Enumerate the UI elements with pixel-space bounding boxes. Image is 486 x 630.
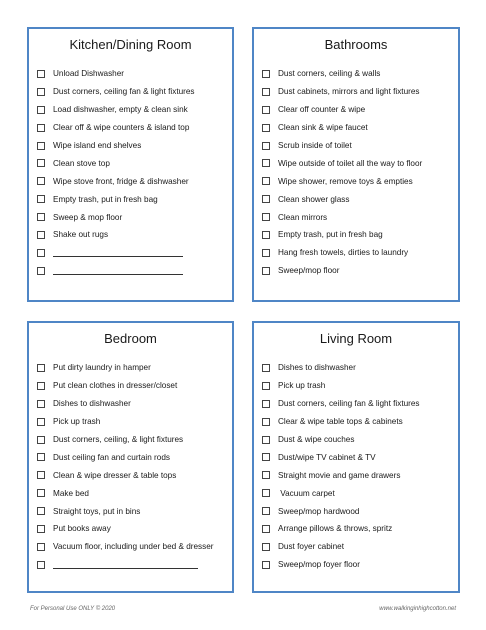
checkbox[interactable] bbox=[262, 400, 270, 408]
checklist-item bbox=[37, 413, 228, 431]
checkbox[interactable] bbox=[262, 436, 270, 444]
checkbox[interactable] bbox=[262, 88, 270, 96]
checklist-item bbox=[262, 484, 454, 502]
item-label: Scrub inside of toilet bbox=[278, 141, 352, 150]
checklist-item bbox=[37, 377, 228, 395]
checklist-item bbox=[262, 359, 454, 377]
item-label: Empty trash, put in fresh bag bbox=[278, 230, 383, 240]
checkbox[interactable] bbox=[262, 453, 270, 461]
item-label: Arrange pillows & throws, spritz bbox=[278, 524, 393, 534]
checkbox[interactable] bbox=[37, 436, 45, 444]
checkbox[interactable] bbox=[37, 364, 45, 372]
item-label: Wipe outside of toilet all the way to floor bbox=[278, 158, 423, 168]
checklist-item bbox=[262, 377, 454, 395]
checkbox[interactable] bbox=[37, 70, 45, 78]
checklist-item bbox=[37, 190, 228, 208]
checklist-item bbox=[37, 172, 228, 190]
item-label: Pick up trash bbox=[53, 417, 101, 427]
checkbox[interactable] bbox=[262, 267, 270, 275]
checklist-item bbox=[37, 244, 228, 262]
item-label: Empty trash, put in fresh bag bbox=[53, 194, 158, 204]
checkbox[interactable] bbox=[37, 525, 45, 533]
checklist-item bbox=[262, 448, 454, 466]
checkbox[interactable] bbox=[262, 561, 270, 569]
checklist-item bbox=[262, 101, 454, 119]
kitchen-dining-card bbox=[27, 27, 234, 302]
blank-line[interactable] bbox=[53, 249, 183, 257]
card-title: Living Room bbox=[319, 331, 393, 346]
checkbox[interactable] bbox=[262, 231, 270, 239]
item-label: Wipe stove front, fridge & dishwasher bbox=[53, 176, 189, 186]
checkbox[interactable] bbox=[262, 364, 270, 372]
checkbox[interactable] bbox=[37, 106, 45, 114]
item-label: Clean stove top bbox=[53, 158, 110, 168]
item-label: Hang fresh towels, dirties to laundry bbox=[278, 248, 409, 258]
checklist-item bbox=[37, 83, 228, 101]
checklist-item bbox=[37, 137, 228, 155]
checklist-item bbox=[37, 101, 228, 119]
checkbox[interactable] bbox=[37, 400, 45, 408]
item-label: Clear & wipe table tops & cabinets bbox=[278, 417, 403, 427]
checklist-item bbox=[37, 262, 228, 280]
checklist-item bbox=[37, 431, 228, 449]
card-title: Bedroom bbox=[104, 331, 157, 346]
checkbox[interactable] bbox=[37, 267, 45, 275]
checkbox[interactable] bbox=[37, 231, 45, 239]
checkbox[interactable] bbox=[262, 124, 270, 132]
checklist-item bbox=[262, 466, 454, 484]
item-label: Dishes to dishwasher bbox=[278, 363, 356, 373]
item-label: Dust corners, ceiling & walls bbox=[278, 69, 381, 79]
checklist-item bbox=[262, 262, 454, 280]
item-label: Clear off & wipe counters & island top bbox=[53, 123, 190, 133]
checklist-item bbox=[262, 502, 454, 520]
item-label: Shake out rugs bbox=[53, 230, 109, 240]
item-label: Dust & wipe couches bbox=[278, 435, 355, 444]
checkbox[interactable] bbox=[37, 471, 45, 479]
checklist-item bbox=[37, 208, 228, 226]
checkbox[interactable] bbox=[262, 418, 270, 426]
checklist-item bbox=[262, 520, 454, 538]
checklist-item bbox=[262, 154, 454, 172]
item-label: Clean sink & wipe faucet bbox=[278, 123, 368, 133]
checklist-item bbox=[262, 172, 454, 190]
item-label: Clean mirrors bbox=[278, 212, 328, 222]
checklist-item bbox=[262, 226, 454, 244]
checklist bbox=[37, 359, 228, 574]
footer-copyright: For Personal Use ONLY © 2020 bbox=[30, 606, 116, 612]
checkbox[interactable] bbox=[262, 177, 270, 185]
checklist-item bbox=[262, 137, 454, 155]
checkbox[interactable] bbox=[262, 70, 270, 78]
checklist-item bbox=[262, 244, 454, 262]
checklist bbox=[262, 65, 454, 280]
item-label: Put clean clothes in dresser/closet bbox=[53, 381, 178, 391]
checkbox[interactable] bbox=[37, 88, 45, 96]
checkbox[interactable] bbox=[37, 195, 45, 203]
item-label: Dust foyer cabinet bbox=[278, 542, 344, 552]
checkbox[interactable] bbox=[262, 249, 270, 257]
checkbox[interactable] bbox=[37, 177, 45, 185]
checkbox[interactable] bbox=[262, 106, 270, 114]
checklist-item bbox=[262, 65, 454, 83]
footer-website: www.walkinginhighcotton.net bbox=[379, 606, 456, 612]
checklist-item bbox=[37, 448, 228, 466]
checkbox[interactable] bbox=[37, 489, 45, 497]
checklist-item bbox=[262, 208, 454, 226]
checklist-item bbox=[262, 413, 454, 431]
item-label: Wipe island end shelves bbox=[53, 141, 142, 150]
checkbox[interactable] bbox=[262, 471, 270, 479]
checklist-item bbox=[262, 83, 454, 101]
item-label: Dust ceiling fan and curtain rods bbox=[53, 452, 170, 462]
checkbox[interactable] bbox=[37, 418, 45, 426]
item-label: Pick up trash bbox=[278, 381, 326, 391]
item-label: Clean shower glass bbox=[278, 194, 350, 204]
item-label: Sweep/mop foyer floor bbox=[278, 560, 360, 570]
checklist bbox=[262, 359, 454, 574]
item-label: Vacuum floor, including under bed & dresser bbox=[53, 542, 214, 552]
checkbox[interactable] bbox=[37, 142, 45, 150]
checklist-item bbox=[262, 538, 454, 556]
item-label: Load dishwasher, empty & clean sink bbox=[53, 105, 188, 115]
checklist-item bbox=[37, 65, 228, 83]
item-label: Dust corners, ceiling fan & light fixtures bbox=[53, 87, 195, 97]
checklist-item bbox=[262, 431, 454, 449]
item-label: Put dirty laundry in hamper bbox=[53, 363, 151, 373]
item-label: Dust cabinets, mirrors and light fixtures bbox=[278, 87, 420, 97]
checklist-item bbox=[262, 190, 454, 208]
checklist-item bbox=[37, 502, 228, 520]
item-label: Vacuum carpet bbox=[278, 488, 335, 498]
checkbox[interactable] bbox=[37, 124, 45, 132]
checklist-item bbox=[37, 359, 228, 377]
checklist-item bbox=[37, 466, 228, 484]
item-label: Dust/wipe TV cabinet & TV bbox=[278, 452, 376, 462]
checkbox[interactable] bbox=[262, 213, 270, 221]
living-room-card bbox=[252, 321, 460, 593]
item-label: Sweep/mop floor bbox=[278, 266, 340, 276]
bedroom-card bbox=[27, 321, 234, 593]
checkbox[interactable] bbox=[262, 382, 270, 390]
item-label: Put books away bbox=[53, 524, 111, 534]
item-label: Make bed bbox=[53, 488, 89, 498]
checklist bbox=[37, 65, 228, 280]
checkbox[interactable] bbox=[262, 543, 270, 551]
checkbox[interactable] bbox=[37, 159, 45, 167]
checkbox[interactable] bbox=[37, 543, 45, 551]
item-label: Dust corners, ceiling, & light fixtures bbox=[53, 435, 184, 444]
item-label: Dust corners, ceiling fan & light fixtures bbox=[278, 399, 420, 409]
checklist-item bbox=[37, 395, 228, 413]
item-label: Dishes to dishwasher bbox=[53, 399, 131, 409]
checkbox[interactable] bbox=[37, 382, 45, 390]
checkbox[interactable] bbox=[262, 195, 270, 203]
item-label: Wipe shower, remove toys & empties bbox=[278, 176, 413, 186]
item-label: Clear off counter & wipe bbox=[278, 105, 366, 115]
checkbox[interactable] bbox=[262, 525, 270, 533]
checklist-item bbox=[37, 226, 228, 244]
item-label: Straight movie and game drawers bbox=[278, 470, 401, 480]
checkbox[interactable] bbox=[262, 489, 270, 497]
item-label: Sweep/mop hardwood bbox=[278, 506, 360, 516]
checklist-item bbox=[262, 395, 454, 413]
blank-line[interactable] bbox=[53, 561, 198, 569]
checklist-item bbox=[37, 154, 228, 172]
checkbox[interactable] bbox=[37, 213, 45, 221]
checklist-item bbox=[37, 538, 228, 556]
checkbox[interactable] bbox=[262, 142, 270, 150]
blank-line[interactable] bbox=[53, 267, 183, 275]
checkbox[interactable] bbox=[262, 159, 270, 167]
checklist-item bbox=[262, 556, 454, 574]
checkbox[interactable] bbox=[37, 561, 45, 569]
item-label: Straight toys, put in bins bbox=[53, 506, 141, 516]
item-label: Clean & wipe dresser & table tops bbox=[53, 470, 177, 480]
checklist-item bbox=[37, 484, 228, 502]
checkbox[interactable] bbox=[37, 453, 45, 461]
checkbox[interactable] bbox=[262, 507, 270, 515]
checklist-item bbox=[262, 119, 454, 137]
item-label: Unload Dishwasher bbox=[53, 69, 124, 79]
card-title: Bathrooms bbox=[324, 37, 388, 52]
checklist-item bbox=[37, 520, 228, 538]
checkbox[interactable] bbox=[37, 507, 45, 515]
bathrooms-card bbox=[252, 27, 460, 302]
card-title: Kitchen/Dining Room bbox=[69, 37, 192, 52]
checklist-item bbox=[37, 556, 228, 574]
checkbox[interactable] bbox=[37, 249, 45, 257]
checklist-item bbox=[37, 119, 228, 137]
item-label: Sweep & mop floor bbox=[53, 212, 123, 222]
